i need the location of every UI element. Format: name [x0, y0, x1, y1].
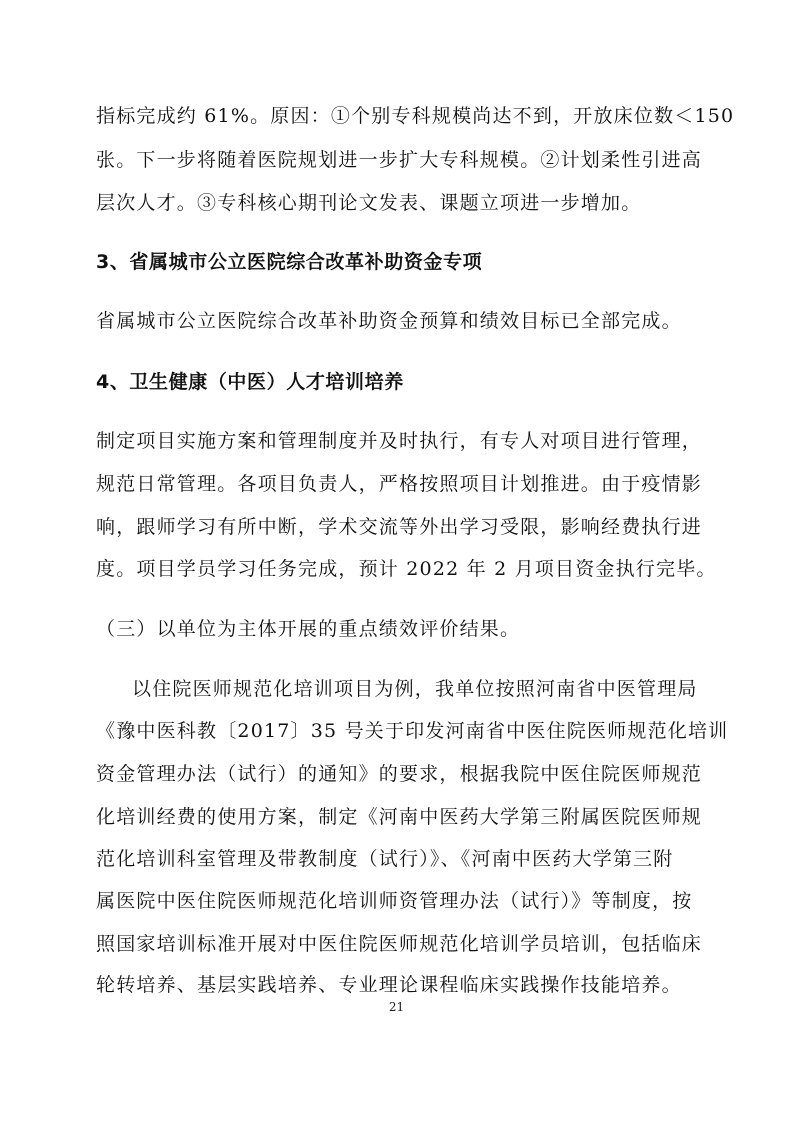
section-heading: 4、卫生健康（中医）人才培训培养	[96, 371, 404, 393]
text-line: 范化培训科室管理及带教制度（试行）》、《河南中医药大学第三附	[96, 848, 674, 870]
text-line: 层次人才。③专科核心期刊论文发表、课题立项进一步增加。	[96, 192, 642, 214]
text-line: 张。下一步将随着医院规划进一步扩大专科规模。②计划柔性引进高	[96, 149, 703, 171]
text-line: 指标完成约 61%。原因：①个别专科规模尚达不到，开放床位数＜150	[96, 105, 735, 127]
text-line: 《豫中医科教〔2017〕35 号关于印发河南省中医住院医师规范化培训	[96, 720, 729, 742]
text-line: 资金管理办法（试行）的通知》的要求，根据我院中医住院医师规范	[96, 763, 703, 785]
text-line: 轮转培养、基层实践培养、专业理论课程临床实践操作技能培养。	[96, 974, 682, 996]
text-line: 规范日常管理。各项目负责人，严格按照项目计划推进。由于疫情影	[96, 473, 703, 495]
section-heading: 3、省属城市公立医院综合改革补助资金专项	[96, 251, 483, 273]
text-line: 化培训经费的使用方案，制定《河南中医药大学第三附属医院医师规	[96, 806, 703, 828]
text-line: 以住院医师规范化培训项目为例，我单位按照河南省中医管理局	[132, 678, 698, 700]
text-line: 照国家培训标准开展对中医住院医师规范化培训学员培训，包括临床	[96, 933, 703, 955]
text-line: 响，跟师学习有所中断，学术交流等外出学习受限，影响经费执行进	[96, 516, 703, 538]
text-line: 省属城市公立医院综合改革补助资金预算和绩效目标已全部完成。	[96, 310, 682, 332]
section-title: （三）以单位为主体开展的重点绩效评价结果。	[96, 618, 521, 640]
page-number: 21	[388, 1000, 405, 1014]
text-line: 度。项目学员学习任务完成，预计 2022 年 2 月项目资金执行完毕。	[96, 558, 717, 580]
text-line: 属医院中医住院医师规范化培训师资管理办法（试行）》等制度，按	[96, 890, 693, 912]
text-line: 制定项目实施方案和管理制度并及时执行，有专人对项目进行管理，	[96, 430, 703, 452]
